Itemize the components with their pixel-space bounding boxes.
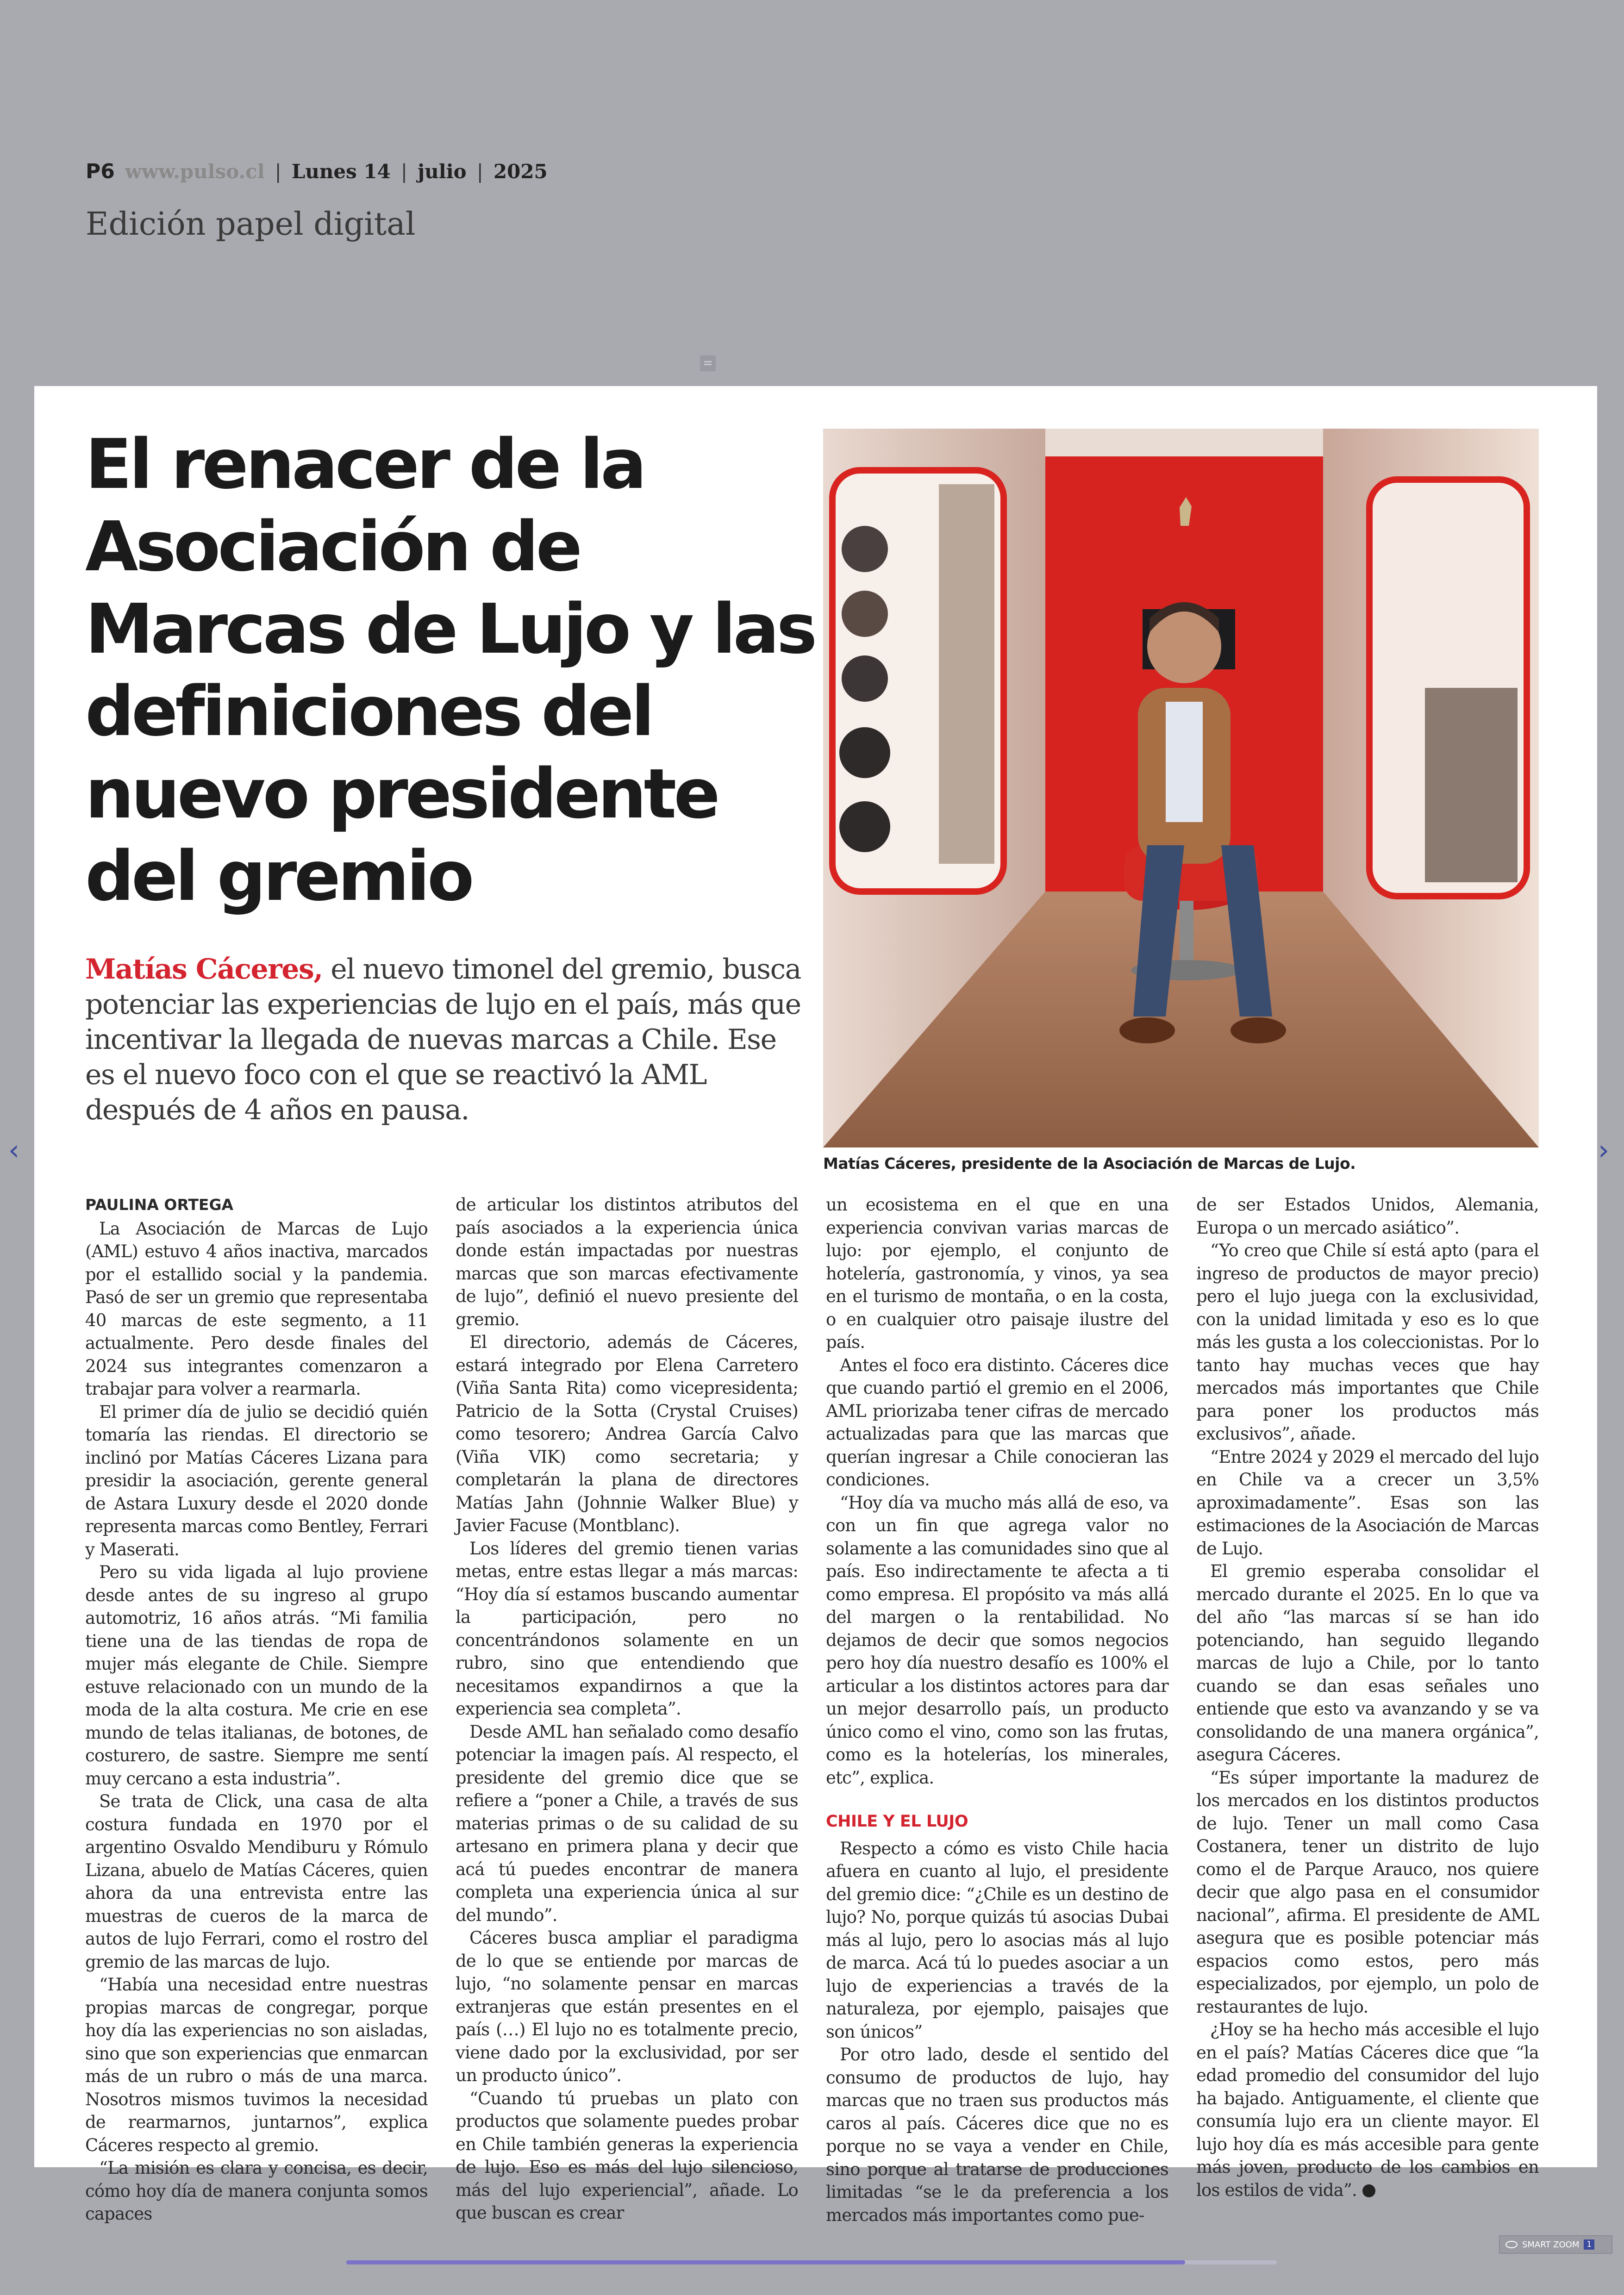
article-photo [823, 429, 1539, 1148]
paragraph: El primer día de julio se decidió quién tomaría las riendas. El directorio se inclinó por Matías Cáceres Lizana para presidir la asociación, gerente general de Astara Luxury desde el 2020 donde representa marcas como Bentley, Ferrari y Maserati. [85, 1402, 428, 1559]
deck-name: Matías Cáceres, [85, 953, 323, 985]
article-deck [85, 952, 807, 1128]
paragraph: Pero su vida ligada al lujo proviene desde antes de su ingreso al grupo automotriz, 16 años atrás. “Mi familia tiene una de las tiendas de ropa de mujer más elegante de Chile. Siempre estuve relacionado con un mundo de la moda de la alta costura. Me crie en ese mundo de telas italianas, de botones, de costurero, de sastre. Siempre me sentí muy cercano a esta industria”. [85, 1562, 428, 1789]
next-page-arrow-icon[interactable]: › [1598, 1134, 1609, 1166]
issue-info-bar [86, 160, 548, 183]
last-paragraph [1196, 2018, 1539, 2201]
paragraph: Los líderes del gremio tienen varias metas, entre estas llegar a más marcas: “Hoy día sí estamos buscando aumentar la participación, pero no concentrándonos solamente en un rubro, sino que entendiendo que necesitamos expandirnos a que la experiencia sea completa”. [456, 1538, 798, 1719]
separator: | [275, 160, 281, 183]
body-column-3 [826, 1193, 1168, 2225]
paragraph: “Cuando tú pruebas un plato con productos que solamente puedes probar en Chile también generas la experiencia de lujo. Eso es más del lujo silencioso, más del lujo experiencial”, añade. Lo que buscan es crear [456, 2088, 798, 2223]
article-headline: El renacer de la Asociación de Marcas de Lujo y las definiciones del nuevo presidente del gremio [85, 424, 815, 916]
paragraph: “Es súper importante la madurez de los mercados en los distintos productos de lujo. Tener un mall como Casa Costanera, tener un distrito de lujo como el de Parque Arauco, nos quiere decir que algo pasa en el consumidor nacional”, afirma. El presidente de AML asegura que es posible potenciar más espacios como estos, pero más especializados, por ejemplo, un polo de restaurantes de lujo. [1196, 1767, 1539, 2017]
site-url[interactable]: www.pulso.cl [125, 160, 265, 183]
paragraph: Desde AML han señalado como desafío potenciar la imagen país. Al respecto, el presidente del gremio dice que se refiere a “poner a Chile, a través de sus materias primas o de su calidad de su artesano en primera plana y decir que acá tú puedes encontrar de manera completa una experiencia única al sur del mundo”. [456, 1721, 798, 1925]
paragraph: Se trata de Click, una casa de alta costura fundada en 1970 por el argentino Osvaldo Mendiburu y Rómulo Lizana, abuelo de Matías Cáceres, quien ahora da una entrevista entre las muestras de cueros de la marca de autos de lujo Ferrari, como el rostro del gremio de las marcas de lujo. [85, 1791, 428, 1972]
issue-weekday: Lunes 14 [291, 160, 391, 183]
page-badge[interactable]: 1 [1584, 2239, 1594, 2250]
paragraph: La Asociación de Marcas de Lujo (AML) estuvo 4 años inactiva, marcados por el estallido social y la pandemia. Pasó de ser un gremio que representaba 40 marcas de este segmento, a 11 actualmente. Pero desde finales del 2024 sus integrantes comenzaron a trabajar para volver a rearmarla. [85, 1218, 428, 1399]
byline: PAULINA ORTEGA [85, 1196, 234, 1214]
photo-caption: Matías Cáceres, presidente de la Asociación de Marcas de Lujo. [823, 1154, 1356, 1172]
prev-page-arrow-icon[interactable]: ‹ [8, 1134, 19, 1166]
deck-text: el nuevo timonel del gremio, busca potenciar las experiencias de lujo en el país, más que incentivar la llegada de nuevas marcas a Chile. Ese es el nuevo foco con el que se reactivó la AML después de 4 años en pausa. [85, 953, 801, 1126]
paragraph: “Hoy día va mucho más allá de eso, va con un fin que agrega valor no solamente a las comunidades sino que al país. Eso indirectamente te afecta a ti como empresa. El propósito va más allá del margen o la rentabilidad. No dejamos de decir que somos negocios pero hoy día nuestro desafío es 100% el articular a los distintos actores para dar un mejor desarrollo país, un producto único como el vino, como son las frutas, como es la hotelerías, los minerales, etc”, explica. [826, 1492, 1168, 1788]
paragraph: de articular los distintos atributos del país asociados a la experiencia única donde están impactadas por nuestras marcas que son marcas efectivamente de lujo”, definió el nuevo presiente del gremio. [456, 1195, 798, 1329]
paragraph-text: ¿Hoy se ha hecho más accesible el lujo en el país? Matías Cáceres dice que “la edad promedio del consumidor del lujo ha bajado. Antiguamente, el cliente que consumía lujo era un cliente mayor. El lujo hoy día es más accesible para gente más joven, producto de los cambios en los estilos de vida”. [1196, 2020, 1539, 2200]
eye-icon [1505, 2241, 1518, 2248]
showroom-photo-illustration [823, 429, 1539, 1148]
paragraph: “Entre 2024 y 2029 el mercado del lujo en Chile va a crecer un 3,5% aproximadamente”. Esas son las estimaciones de la Asociación de Marcas de Lujo. [1196, 1447, 1539, 1559]
paragraph: El directorio, además de Cáceres, estará integrado por Elena Carretero (Viña Santa Rita) como vicepresidenta; Patricio de la Sotta (Crystal Cruises) como tesorero; Andrea García Calvo (Viña VIK) como secretaria; y completarán la plana de directores Matías Jahn (Johnnie Walker Blue) y Javier Facuse (Montblanc). [456, 1332, 798, 1535]
section-subhead: CHILE Y EL LUJO [826, 1812, 968, 1831]
article-body [85, 1193, 1539, 2225]
end-of-article-icon [1362, 2184, 1375, 2197]
paragraph: Respecto a cómo es visto Chile hacia afuera en cuanto al lujo, el presidente del gremio dice: “¿Chile es un destino de lujo? No, porque quizás tú asocias Dubai más al lujo, pero lo asocias más al lujo de marca. Acá tú lo puedes asociar a un lujo de experiencias a través de la naturaleza, por ejemplo, paisajes que son únicos” [826, 1838, 1168, 2042]
paragraph: Por otro lado, desde el sentido del consumo de productos de lujo, hay marcas que no traen sus productos más caros al país. Cáceres dice que no es porque no se vaya a vender en Chile, sino porque al tratarse de producciones limitadas “se le da preferencia a los mercados más importantes como pue- [826, 2045, 1168, 2225]
paragraph: El gremio esperaba consolidar el mercado durante el 2025. En lo que va del año “las marcas sí se han ido potenciando, han seguido llegando marcas de lujo a Chile, por lo tanto cuando se dan esas señales uno entiende que esto va avanzando y se va consolidando de una manera orgánica”, asegura Cáceres. [1196, 1561, 1539, 1765]
page-scroll-thumb[interactable] [346, 2260, 1185, 2264]
smart-zoom-label: SMART ZOOM [1522, 2239, 1580, 2250]
paragraph: “Había una necesidad entre nuestras propias marcas de congregar, porque hoy día las experiencias no son aisladas, sino que son experiencias que enmarcan más de un rubro o más de una marca. Nosotros mismos tuvimos la necesidad de rearmarnos, juntarnos”, explica Cáceres respecto al gremio. [85, 1975, 428, 2155]
body-column-1 [85, 1193, 428, 2224]
body-column-4 [1196, 1193, 1539, 2200]
separator: | [476, 160, 483, 183]
newspaper-page [34, 386, 1597, 2225]
paragraph: “Yo creo que Chile sí está apto (para el ingreso de productos de mayor precio) pero el lujo juega con la exclusividad, con la unidad limitada y eso es lo que más les gusta a los coleccionistas. Por lo tanto hay muchas veces que hay mercados más importantes que Chile para poner los productos más exclusivos”, añade. [1196, 1241, 1539, 1444]
body-column-2 [456, 1193, 798, 2223]
separator: | [400, 160, 408, 183]
paragraph: Cáceres busca ampliar el paradigma de lo que se entiende por marcas de lujo, “no solamente pensar en marcas extranjeras que están presentes en el país (…) El lujo no es totalmente precio, viene dado por la exclusividad, por ser un producto único”. [456, 1928, 798, 2085]
drag-handle-icon[interactable] [700, 355, 716, 371]
edition-label: Edición papel digital [86, 206, 416, 243]
paragraph: Antes el foco era distinto. Cáceres dice que cuando partió el gremio en el 2006, AML priorizaba tener cifras de mercado actualizadas para que las marcas que querían ingresar a Chile conocieran las condiciones. [826, 1355, 1168, 1490]
paragraph: “La misión es clara y concisa, es decir, cómo hoy día de manera conjunta somos capaces [85, 2158, 428, 2224]
issue-month: julio [418, 160, 467, 183]
page-number: P6 [86, 160, 115, 183]
issue-year: 2025 [493, 160, 548, 183]
paragraph: de ser Estados Unidos, Alemania, Europa o un mercado asiático”. [1196, 1195, 1539, 1238]
smart-zoom-control[interactable] [1499, 2235, 1612, 2254]
paragraph: un ecosistema en el que en una experiencia convivan varias marcas de lujo: por ejemplo, el conjunto de hotelería, gastronomía, y vinos, ya sea en el turismo de montaña, o en la costa, o en cualquier otro paisaje ilustre del país. [826, 1195, 1168, 1352]
